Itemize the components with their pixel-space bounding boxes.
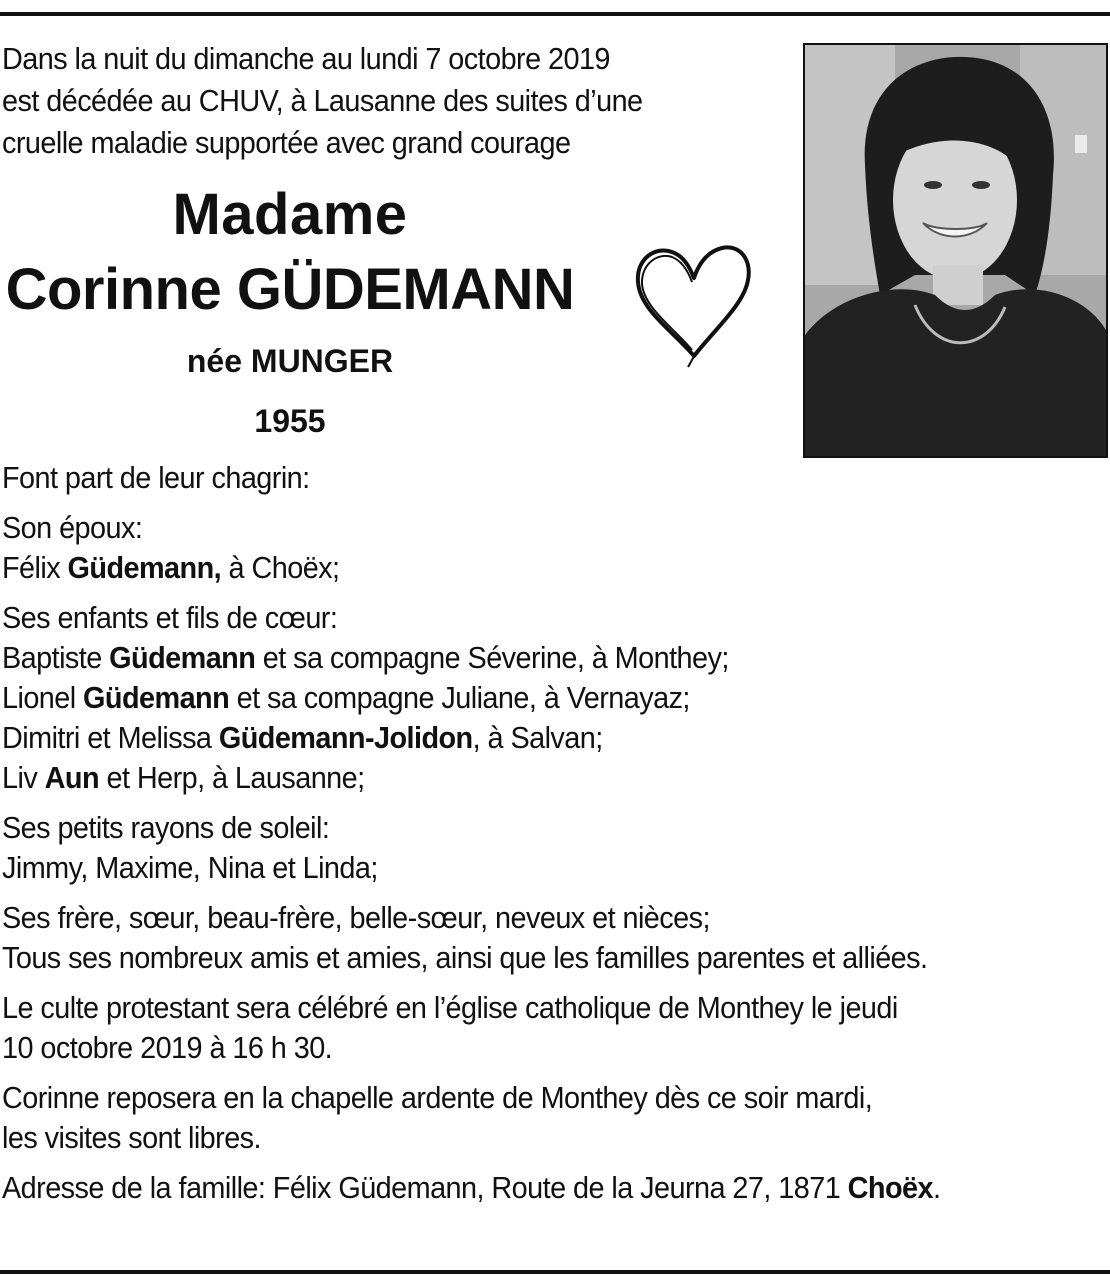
- list-item: [2, 758, 1110, 798]
- spouse-surname: Güdemann,: [67, 550, 222, 585]
- child-detail: , à Salvan;: [472, 720, 603, 755]
- intro-text: [2, 38, 718, 164]
- service-line: Le culte protestant sera célébré en l’église catholique de Monthey le jeudi: [2, 990, 898, 1025]
- birth-year: 1955: [254, 403, 326, 439]
- intro-line: cruelle maladie supportée avec grand courage: [2, 125, 571, 160]
- deceased-name-block: [0, 180, 580, 330]
- child-detail: et Herp, à Lausanne;: [99, 760, 365, 795]
- children-section: [2, 598, 1110, 798]
- child-name: Liv: [2, 760, 45, 795]
- child-surname: Güdemann: [83, 680, 230, 715]
- family-line: Ses frère, sœur, beau-frère, belle-sœur, neveux et nièces;: [2, 900, 710, 935]
- spouse-section: [2, 508, 1110, 588]
- grandchildren-section: [2, 808, 1110, 888]
- address-end: .: [932, 1170, 941, 1205]
- service-line: 10 octobre 2019 à 16 h 30.: [2, 1030, 333, 1065]
- honorific: Madame: [172, 182, 408, 247]
- address-locality: Choëx: [847, 1170, 933, 1205]
- child-surname: Güdemann: [109, 640, 256, 675]
- announcement-line: Font part de leur chagrin:: [2, 460, 310, 495]
- child-detail: et sa compagne Séverine, à Monthey;: [255, 640, 729, 675]
- heart-icon: [632, 238, 754, 368]
- bottom-rule: [0, 1270, 1110, 1274]
- spouse-first-name: Félix: [2, 550, 61, 585]
- list-item: [2, 638, 1110, 678]
- child-name: Baptiste: [2, 640, 110, 675]
- spouse-place: à Choëx;: [221, 550, 340, 585]
- address-line: [2, 1168, 1110, 1208]
- child-detail: et sa compagne Juliane, à Vernayaz;: [229, 680, 690, 715]
- family-line: Tous ses nombreux amis et amies, ainsi que les familles parentes et alliées.: [2, 940, 928, 975]
- child-surname: Güdemann-Jolidon: [218, 720, 473, 755]
- visitation-line: les visites sont libres.: [2, 1120, 261, 1155]
- children-heading: Ses enfants et fils de cœur:: [2, 600, 338, 635]
- child-name: Lionel: [2, 680, 84, 715]
- grandchildren-names: Jimmy, Maxime, Nina et Linda;: [2, 850, 378, 885]
- intro-line: Dans la nuit du dimanche au lundi 7 octobre 2019: [2, 41, 610, 76]
- service-section: [2, 988, 1110, 1068]
- obituary-body: [2, 458, 1110, 1218]
- address-section: [2, 1168, 1110, 1208]
- visitation-section: [2, 1078, 1110, 1158]
- visitation-line: Corinne reposera en la chapelle ardente de Monthey dès ce soir mardi,: [2, 1080, 873, 1115]
- list-item: [2, 678, 1110, 718]
- child-name: Dimitri et Melissa: [2, 720, 219, 755]
- list-item: [2, 718, 1110, 758]
- deceased-name: Corinne GÜDEMANN: [5, 257, 575, 322]
- intro-line: est décédée au CHUV, à Lausanne des suites d’une: [2, 83, 643, 118]
- spouse-line: [2, 548, 1110, 588]
- maiden-name: née MUNGER: [186, 343, 394, 379]
- family-section: [2, 898, 1110, 978]
- address-text: Adresse de la famille: Félix Güdemann, Route de la Jeurna 27, 1871: [2, 1170, 848, 1205]
- child-surname: Aun: [44, 760, 100, 795]
- spouse-heading: Son époux:: [2, 510, 143, 545]
- grandchildren-heading: Ses petits rayons de soleil:: [2, 810, 330, 845]
- portrait-photo: [803, 43, 1108, 458]
- top-rule: [0, 12, 1110, 16]
